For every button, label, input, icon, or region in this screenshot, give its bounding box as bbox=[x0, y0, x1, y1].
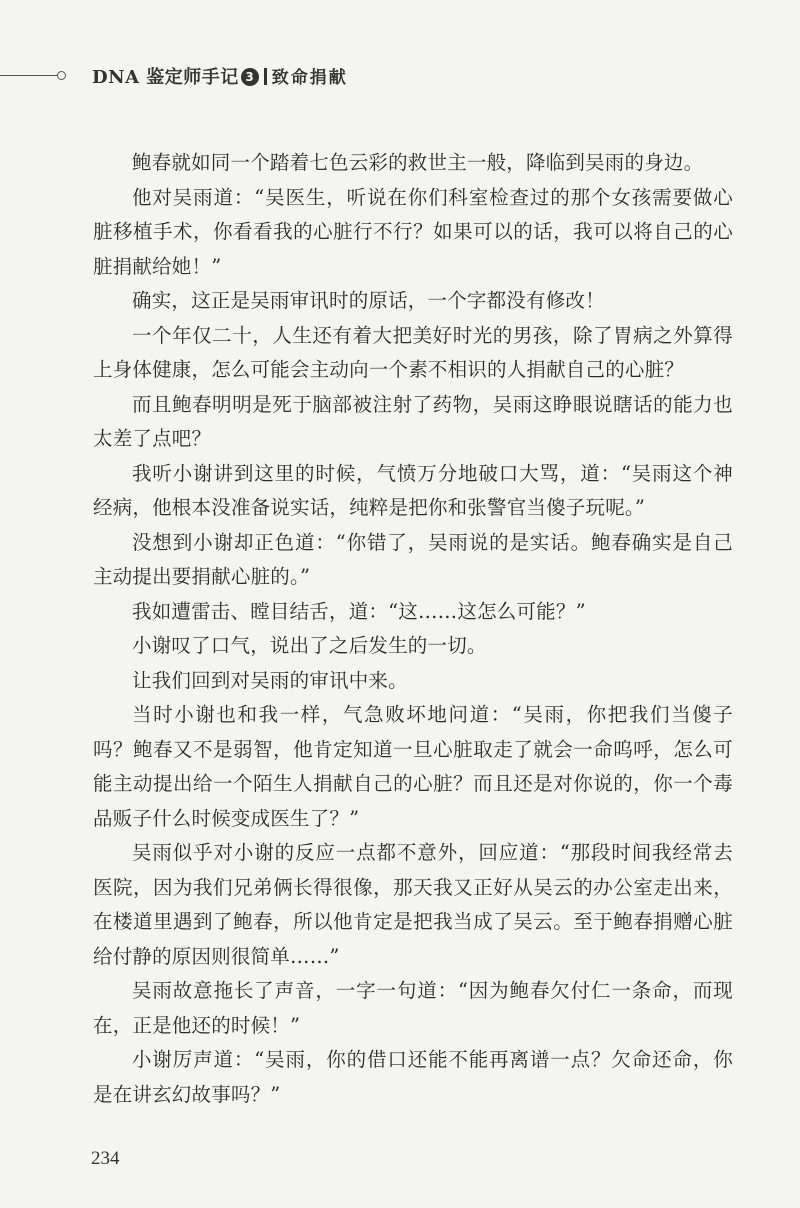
paragraph: 吴雨故意拖长了声音，一字一句道：“因为鲍春欠付仁一条命，而现在，正是他还的时候！” bbox=[93, 979, 733, 1037]
running-header bbox=[0, 62, 520, 90]
paragraph: 我如遭雷击、瞠目结舌，道：“这……这怎么可能？” bbox=[132, 599, 586, 623]
book-subtitle: 致命捐献 bbox=[271, 68, 348, 88]
paragraph: 没想到小谢却正色道：“你错了，吴雨说的是实话。鲍春确实是自己主动提出要捐献心脏的。” bbox=[93, 530, 733, 588]
paragraph: 让我们回到对吴雨的审讯中来。 bbox=[132, 668, 408, 692]
header-rule bbox=[0, 75, 58, 76]
header-separator bbox=[264, 68, 267, 85]
paragraph: 当时小谢也和我一样，气急败坏地问道：“吴雨，你把我们当傻子吗？鲍春又不是弱智，他肯定知道一旦心脏取走了就会一命呜呼，怎么可能主动提出给一个陌生人捐献自己的心脏？而且还是对你说的，你一个毒品贩子什么时候变成医生了？” bbox=[93, 703, 733, 830]
book-title: DNA 鉴定师手记 bbox=[92, 67, 239, 88]
paragraph: 小谢厉声道：“吴雨，你的借口还能不能再离谱一点？欠命还命，你是在讲玄幻故事吗？” bbox=[93, 1048, 733, 1106]
paragraph: 我听小谢讲到这里的时候，气愤万分地破口大骂，道：“吴雨这个神经病，他根本没准备说实话，纯粹是把你和张警官当傻子玩呢。” bbox=[93, 461, 733, 519]
paragraph: 一个年仅二十，人生还有着大把美好时光的男孩，除了胃病之外算得上身体健康，怎么可能会主动向一个素不相识的人捐献自己的心脏？ bbox=[93, 323, 733, 381]
paragraph: 确实，这正是吴雨审讯时的原话，一个字都没有修改！ bbox=[132, 289, 605, 312]
paragraph: 吴雨似乎对小谢的反应一点都不意外，回应道：“那段时间我经常去医院，因为我们兄弟俩长得很像，那天我又正好从吴云的办公室走出来，在楼道里遇到了鲍春，所以他肯定是把我当成了吴云。至于鲍春捐赠心脏给付静的原因则很简单……” bbox=[93, 841, 733, 968]
header-title-line bbox=[92, 63, 348, 89]
paragraph: 小谢叹了口气，说出了之后发生的一切。 bbox=[132, 634, 487, 657]
volume-number-badge: 3 bbox=[241, 68, 259, 86]
paragraph: 而且鲍春明明是死于脑部被注射了药物，吴雨这睁眼说瞎话的能力也太差了点吧？ bbox=[93, 392, 733, 450]
page-number: 234 bbox=[91, 1148, 120, 1169]
header-circle-ornament bbox=[57, 71, 66, 80]
paragraph: 鲍春就如同一个踏着七色云彩的救世主一般，降临到吴雨的身边。 bbox=[132, 151, 704, 174]
body-text bbox=[93, 146, 733, 1112]
paragraph: 他对吴雨道：“吴医生，听说在你们科室检查过的那个女孩需要做心脏移植手术，你看看我的心脏行不行？如果可以的话，我可以将自己的心脏捐献给她！” bbox=[93, 185, 733, 278]
